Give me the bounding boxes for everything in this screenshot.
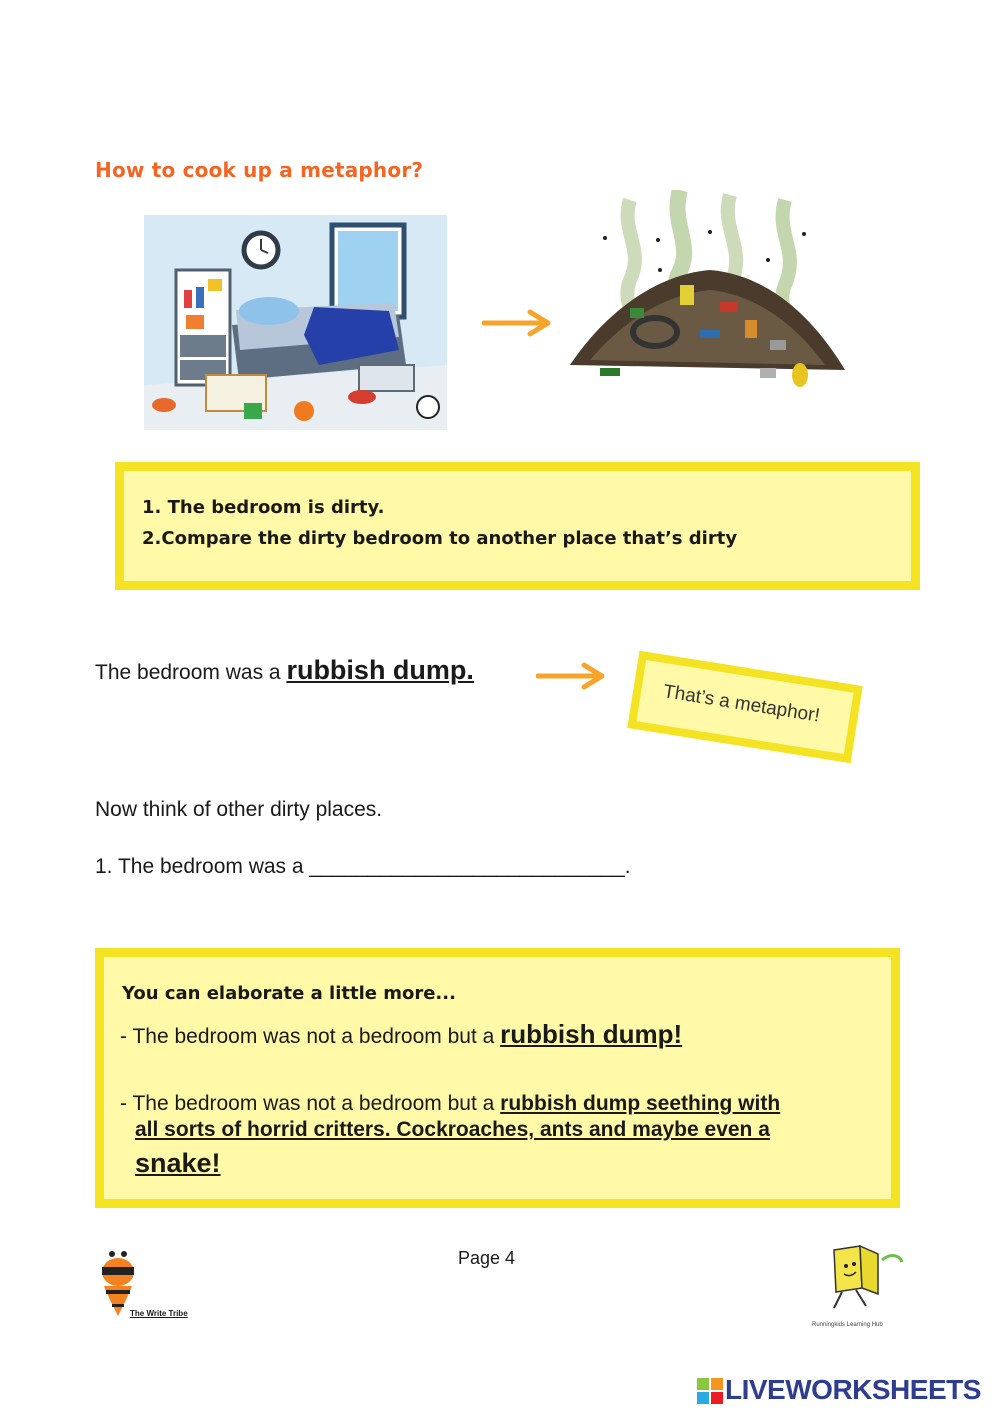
brand-text: LIVEWORKSHEETS — [725, 1374, 981, 1405]
liveworksheets-icon — [697, 1378, 723, 1404]
write-tribe-label: The Write Tribe — [130, 1309, 188, 1318]
exercise-suffix: . — [624, 855, 631, 878]
elaborate-title: You can elaborate a little more... — [122, 983, 456, 1004]
exercise-prefix: 1. The bedroom was a — [95, 855, 310, 878]
answer-blank[interactable]: ___________________________ — [309, 855, 625, 878]
item-2-emphasis-a: rubbish dump seething with — [500, 1092, 781, 1115]
rubbish-heap-image — [560, 190, 850, 400]
liveworksheets-brand — [697, 1374, 997, 1408]
item-2-emphasis-b: all sorts of horrid critters. Cockroaches, ants and maybe even a — [135, 1118, 770, 1141]
write-tribe-logo — [98, 1250, 208, 1325]
steps-box — [115, 462, 920, 590]
step-2: 2.Compare the dirty bedroom to another place that’s dirty — [142, 528, 738, 549]
item-1-prefix: - The bedroom was not a bedroom but a — [120, 1025, 501, 1048]
page-number: Page 4 — [458, 1248, 516, 1268]
learning-hub-logo — [812, 1242, 912, 1342]
metaphor-callout — [627, 651, 862, 763]
example-prefix: The bedroom was a — [95, 661, 287, 684]
item-1-emphasis: rubbish dump! — [500, 1019, 683, 1049]
prompt-text: Now think of other dirty places. — [95, 798, 383, 821]
elaborate-item-1 — [120, 1019, 682, 1050]
example-sentence — [95, 655, 474, 686]
example-emphasis: rubbish dump. — [286, 655, 474, 685]
item-2-prefix: - The bedroom was not a bedroom but a — [120, 1092, 501, 1115]
page-heading: How to cook up a metaphor? — [95, 158, 424, 182]
callout-text: That’s a metaphor! — [661, 681, 822, 727]
item-2-emphasis-c: snake! — [135, 1148, 221, 1178]
arrow-right-icon — [482, 309, 554, 337]
arrow-right-icon — [536, 662, 608, 690]
learning-hub-label: Runningkids Learning Hub — [812, 1322, 883, 1328]
exercise-line — [95, 855, 631, 879]
messy-bedroom-image — [144, 215, 447, 430]
elaborate-item-2 — [120, 1089, 880, 1118]
elaborate-box — [95, 948, 900, 1208]
step-1: 1. The bedroom is dirty. — [142, 497, 385, 518]
